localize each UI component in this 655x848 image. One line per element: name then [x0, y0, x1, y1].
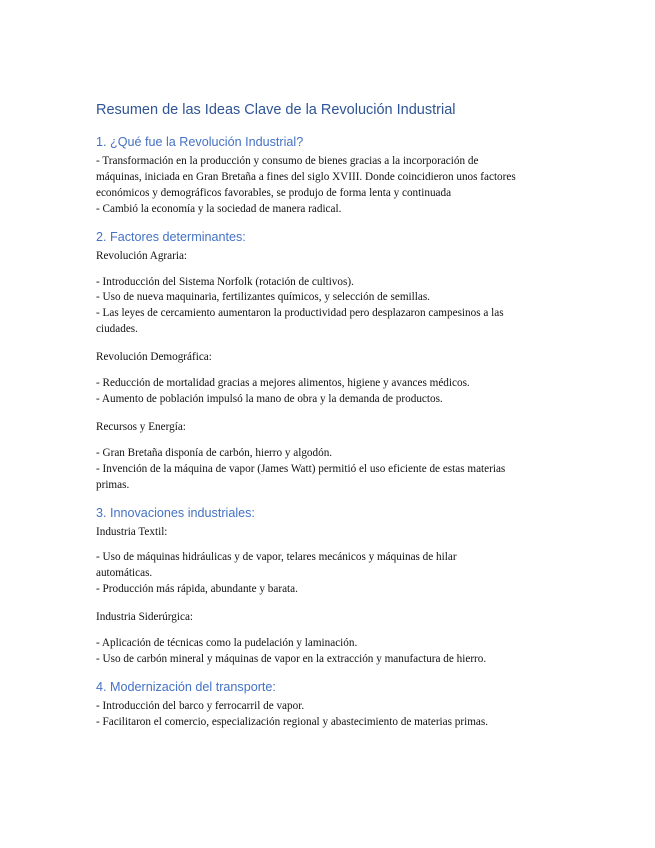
- section-heading-factores: 2. Factores determinantes:: [96, 229, 246, 244]
- list-item: automáticas.: [96, 567, 153, 580]
- list-item: - Invención de la máquina de vapor (James Watt) permitió el uso eficiente de estas materias: [96, 462, 506, 475]
- list-item: - Uso de carbón mineral y máquinas de vapor en la extracción y manufactura de hierro.: [96, 652, 487, 665]
- subsection-label-textil: Industria Textil:: [96, 525, 168, 538]
- list-item: - Gran Bretaña disponía de carbón, hierro y algodón.: [96, 446, 333, 459]
- list-item: - Facilitaron el comercio, especialización regional y abastecimiento de materias primas.: [96, 715, 489, 728]
- paragraph-line: - Cambió la economía y la sociedad de manera radical.: [96, 202, 342, 215]
- list-item: - Producción más rápida, abundante y barata.: [96, 583, 298, 596]
- section-heading-que-fue: 1. ¿Qué fue la Revolución Industrial?: [96, 135, 304, 149]
- list-item: - Uso de nueva maquinaria, fertilizantes químicos, y selección de semillas.: [96, 291, 430, 304]
- list-item: - Introducción del Sistema Norfolk (rotación de cultivos).: [96, 275, 354, 288]
- list-item: - Las leyes de cercamiento aumentaron la productividad pero desplazaron campesinos a las: [96, 307, 504, 320]
- list-item: - Reducción de mortalidad gracias a mejores alimentos, higiene y avances médicos.: [96, 377, 470, 390]
- subsection-label-demografica: Revolución Demográfica:: [96, 351, 212, 364]
- list-item: - Uso de máquinas hidráulicas y de vapor, telares mecánicos y máquinas de hilar: [96, 551, 457, 564]
- list-item: ciudades.: [96, 323, 138, 336]
- section-heading-transporte: 4. Modernización del transporte:: [96, 679, 276, 694]
- subsection-label-agraria: Revolución Agraria:: [96, 249, 188, 262]
- section-heading-innovaciones: 3. Innovaciones industriales:: [96, 505, 255, 520]
- paragraph-line: - Transformación en la producción y consumo de bienes gracias a la incorporación de: [96, 155, 479, 167]
- list-item: - Introducción del barco y ferrocarril de vapor.: [96, 699, 305, 712]
- list-item: primas.: [96, 478, 130, 491]
- document-title: Resumen de las Ideas Clave de la Revolución Industrial: [96, 102, 456, 118]
- subsection-label-recursos: Recursos y Energía:: [96, 420, 186, 433]
- document-page: [96, 100, 566, 731]
- list-item: - Aumento de población impulsó la mano de obra y la demanda de productos.: [96, 392, 443, 405]
- list-item: - Aplicación de técnicas como la pudelación y laminación.: [96, 637, 358, 650]
- paragraph-line: económicos y demográficos favorables, se produjo de forma lenta y continuada: [96, 186, 452, 199]
- subsection-label-siderurgica: Industria Siderúrgica:: [96, 611, 194, 624]
- paragraph-line: máquinas, iniciada en Gran Bretaña a fines del siglo XVIII. Donde coincidieron unos factores: [96, 170, 516, 183]
